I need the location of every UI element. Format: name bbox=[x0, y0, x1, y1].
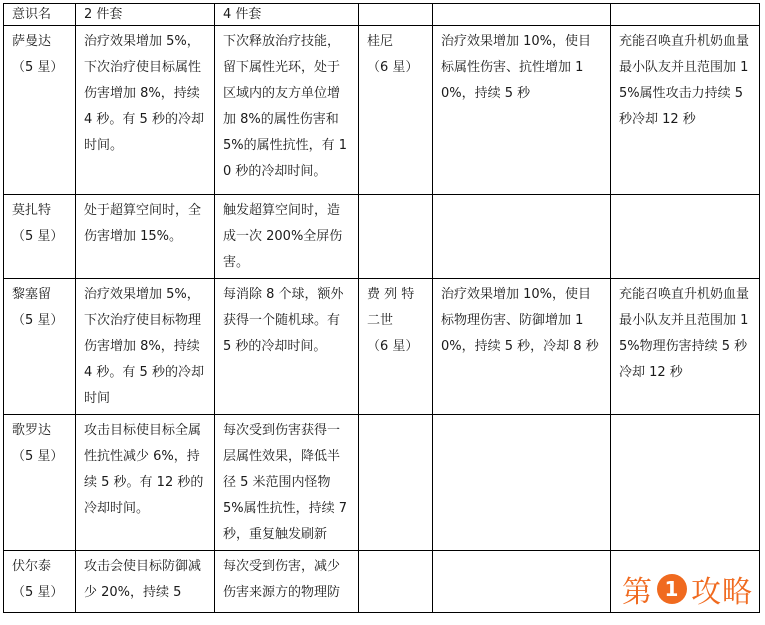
table-row bbox=[4, 415, 760, 551]
star-rating: （5 星） bbox=[12, 313, 64, 328]
star-rating-2: （6 星） bbox=[367, 60, 419, 75]
name2-cell bbox=[359, 195, 433, 279]
effect-cell: 治疗效果增加 10%，使目标物理伤害、防御增加 10%，持续 5 秒，冷却 8 秒 bbox=[433, 279, 611, 415]
effect-cell bbox=[433, 195, 611, 279]
header-row bbox=[4, 4, 760, 26]
consciousness-name: 伏尔泰 bbox=[12, 559, 52, 574]
watermark-number-badge: 1 bbox=[657, 574, 687, 604]
name-cell bbox=[4, 551, 76, 613]
site-watermark bbox=[622, 567, 753, 611]
effect-cell-2: 充能召唤直升机奶血量最小队友并且范围加 15%物理伤害持续 5 秒冷却 12 秒 bbox=[611, 279, 760, 415]
consciousness-name: 莫扎特 bbox=[12, 203, 52, 218]
set2-cell: 攻击会使目标防御减少 20%，持续 5 bbox=[76, 551, 215, 613]
set2-cell: 处于超算空间时，全伤害增加 15%。 bbox=[76, 195, 215, 279]
star-rating: （5 星） bbox=[12, 60, 64, 75]
consciousness-name: 歌罗达 bbox=[12, 423, 52, 438]
effect-cell-2: 充能召唤直升机奶血量最小队友并且范围加 15%属性攻击力持续 5 秒冷却 12 秒 bbox=[611, 26, 760, 195]
header-col6 bbox=[611, 4, 760, 26]
star-rating: （5 星） bbox=[12, 585, 64, 600]
set4-cell: 触发超算空间时，造成一次 200%全屏伤害。 bbox=[215, 195, 359, 279]
star-rating: （5 星） bbox=[12, 449, 64, 464]
effect-cell-2 bbox=[611, 415, 760, 551]
name-cell bbox=[4, 415, 76, 551]
star-rating: （5 星） bbox=[12, 229, 64, 244]
set2-cell: 攻击目标使目标全属性抗性减少 6%，持续 5 秒。有 12 秒的冷却时间。 bbox=[76, 415, 215, 551]
consciousness-name: 黎塞留 bbox=[12, 287, 52, 302]
effect-cell: 治疗效果增加 10%，使目标属性伤害、抗性增加 10%，持续 5 秒 bbox=[433, 26, 611, 195]
set2-cell: 治疗效果增加 5%，下次治疗使目标物理伤害增加 8%，持续 4 秒。有 5 秒的冷却时间 bbox=[76, 279, 215, 415]
header-col4 bbox=[359, 4, 433, 26]
name2-cell bbox=[359, 279, 433, 415]
name2-cell bbox=[359, 26, 433, 195]
set2-cell: 治疗效果增加 5%，下次治疗使目标属性伤害增加 8%，持续 4 秒。有 5 秒的冷却时间。 bbox=[76, 26, 215, 195]
watermark-suffix: 攻略 bbox=[691, 575, 753, 610]
name2-cell bbox=[359, 415, 433, 551]
table-row bbox=[4, 195, 760, 279]
header-set4: 4 件套 bbox=[215, 4, 359, 26]
set4-cell: 每消除 8 个球，额外获得一个随机球。有 5 秒的冷却时间。 bbox=[215, 279, 359, 415]
set4-cell: 每次受到伤害，减少伤害来源方的物理防 bbox=[215, 551, 359, 613]
header-name: 意识名 bbox=[4, 4, 76, 26]
name-cell bbox=[4, 279, 76, 415]
consciousness-name-2: 桂尼 bbox=[367, 34, 394, 49]
header-set2: 2 件套 bbox=[76, 4, 215, 26]
table-row bbox=[4, 279, 760, 415]
watermark-prefix: 第 bbox=[622, 575, 653, 610]
consciousness-set-table bbox=[3, 3, 760, 613]
consciousness-name: 萨曼达 bbox=[12, 34, 52, 49]
effect-cell bbox=[433, 551, 611, 613]
name2-cell bbox=[359, 551, 433, 613]
effect-cell bbox=[433, 415, 611, 551]
name-cell bbox=[4, 26, 76, 195]
star-rating-2: （6 星） bbox=[367, 339, 419, 354]
set4-cell: 下次释放治疗技能，留下属性光环，处于区域内的友方单位增加 8%的属性伤害和 5%的属性抗性，有 10 秒的冷却时间。 bbox=[215, 26, 359, 195]
table-row bbox=[4, 26, 760, 195]
name-cell bbox=[4, 195, 76, 279]
effect-cell-2 bbox=[611, 195, 760, 279]
consciousness-name-2: 费 列 特二世 bbox=[367, 287, 415, 328]
set4-cell: 每次受到伤害获得一层属性效果，降低半径 5 米范围内怪物 5%属性抗性，持续 7 秒，重复触发刷新 bbox=[215, 415, 359, 551]
header-col5 bbox=[433, 4, 611, 26]
